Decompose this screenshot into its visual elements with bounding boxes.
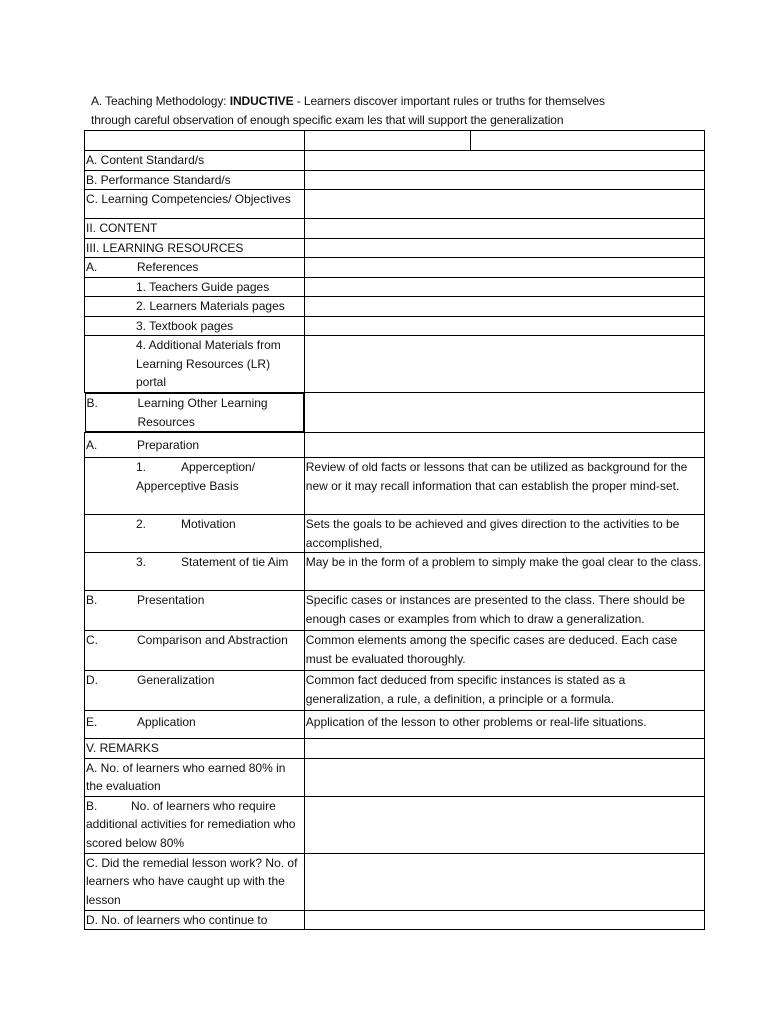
- application-label: [85, 711, 305, 739]
- table-row: [85, 739, 705, 759]
- preparation-letter: A.: [86, 438, 98, 452]
- motivation-desc: Sets the goals to be achieved and gives direction to the activities to be accomplished,: [304, 515, 704, 553]
- table-row: [85, 297, 705, 317]
- references-value: [304, 258, 704, 278]
- table-row: [85, 258, 705, 278]
- apperception-label: [85, 458, 305, 515]
- table-row: [85, 170, 705, 190]
- continue-label: D. No. of learners who continue to: [85, 910, 305, 930]
- table-row: [85, 515, 705, 553]
- application-text: Application: [137, 715, 196, 729]
- comparison-text: Comparison and Abstraction: [137, 633, 288, 647]
- table-row: [85, 238, 705, 258]
- motivation-label: [85, 515, 305, 553]
- table-row: [85, 393, 705, 433]
- other-resources-label: [85, 393, 304, 432]
- table-row: [85, 758, 705, 796]
- table-row: [85, 458, 705, 515]
- other-resources-value: [304, 393, 704, 433]
- references-text: References: [137, 260, 199, 274]
- header-line1-rest: - Learners discover important rules or truths for themselves: [293, 94, 605, 108]
- table-row: [85, 277, 705, 297]
- table-row: [85, 711, 705, 739]
- presentation-letter: B.: [86, 593, 98, 607]
- remediation-label: [85, 796, 305, 853]
- generalization-desc: Common fact deduced from specific instances is stated as a generalization, a rule, a definition, a principle or a formula.: [304, 671, 704, 711]
- comparison-desc: Common elements among the specific cases are deduced. Each case must be evaluated thoroughly.: [304, 631, 704, 671]
- table-row: [85, 671, 705, 711]
- aim-num: 3.: [136, 555, 147, 569]
- competencies-value: [304, 190, 704, 219]
- content-standard-label: A. Content Standard/s: [85, 151, 305, 171]
- motivation-num: 2.: [136, 517, 147, 531]
- application-desc: Application of the lesson to other problems or real-life situations.: [304, 711, 704, 739]
- continue-value: [304, 910, 704, 930]
- tg-pages-value: [304, 277, 704, 297]
- textbook-pages-label: 3. Textbook pages: [85, 316, 305, 336]
- lm-pages-label: 2. Learners Materials pages: [85, 297, 305, 317]
- competencies-label: C. Learning Competencies/ Objectives: [85, 190, 305, 219]
- preparation-text: Preparation: [137, 438, 200, 452]
- presentation-desc: Specific cases or instances are presented to the class. There should be enough cases or examples from which to draw a generalization.: [304, 591, 704, 631]
- comparison-letter: C.: [86, 633, 98, 647]
- performance-standard-label: B. Performance Standard/s: [85, 170, 305, 190]
- table-row: [85, 910, 705, 930]
- presentation-text: Presentation: [137, 593, 205, 607]
- application-letter: E.: [86, 715, 98, 729]
- additional-materials-value: [304, 336, 704, 393]
- preparation-value: [304, 433, 704, 458]
- apperception-num: 1.: [136, 460, 147, 474]
- lm-pages-value: [304, 297, 704, 317]
- cell-empty: [85, 131, 305, 151]
- table-row: [85, 131, 705, 151]
- content-label: II. CONTENT: [85, 219, 305, 239]
- aim-label: [85, 553, 305, 591]
- remedial-work-value: [304, 853, 704, 910]
- generalization-text: Generalization: [137, 673, 215, 687]
- remediation-letter: B.: [86, 798, 98, 813]
- references-letter: A.: [86, 260, 98, 274]
- learners-80-value: [304, 758, 704, 796]
- comparison-label: [85, 631, 305, 671]
- presentation-label: [85, 591, 305, 631]
- cell-empty: [304, 131, 470, 151]
- tg-pages-label: 1. Teachers Guide pages: [85, 277, 305, 297]
- motivation-text: Motivation: [181, 517, 236, 531]
- generalization-label: [85, 671, 305, 711]
- remediation-text: No. of learners who require additional activities for remediation who scored below 80%: [86, 798, 296, 850]
- apperception-text: Apperception/ Apperceptive Basis: [136, 460, 256, 493]
- methodology-header: [91, 92, 711, 130]
- learners-80-label: A. No. of learners who earned 80% in the evaluation: [85, 758, 305, 796]
- table-row: [85, 796, 705, 853]
- remedial-work-label: C. Did the remedial lesson work? No. of learners who have caught up with the lesson: [85, 853, 305, 910]
- table-row: [85, 151, 705, 171]
- learning-resources-value: [304, 238, 704, 258]
- table-row: [85, 336, 705, 393]
- header-line2: through careful observation of enough specific exam les that will support the generalization: [91, 113, 564, 127]
- textbook-pages-value: [304, 316, 704, 336]
- header-prefix: A. Teaching Methodology:: [91, 94, 230, 108]
- other-resources-letter: B.: [86, 396, 98, 410]
- preparation-label: [85, 433, 305, 458]
- header-method: INDUCTIVE: [229, 94, 294, 108]
- table-row: [85, 316, 705, 336]
- apperception-desc: Review of old facts or lessons that can be utilized as background for the new or it may recall information that can establish the proper mind-set.: [304, 458, 704, 515]
- content-value: [304, 219, 704, 239]
- additional-materials-label: 4. Additional Materials from Learning Resources (LR) portal: [85, 336, 305, 393]
- performance-standard-value: [304, 170, 704, 190]
- generalization-letter: D.: [86, 673, 98, 687]
- remediation-value: [304, 796, 704, 853]
- cell-empty: [471, 131, 705, 151]
- aim-desc: May be in the form of a problem to simply make the goal clear to the class.: [304, 553, 704, 591]
- table-row: [85, 591, 705, 631]
- remarks-value: [304, 739, 704, 759]
- learning-resources-label: III. LEARNING RESOURCES: [85, 238, 305, 258]
- references-label: [85, 258, 305, 278]
- remarks-label: V. REMARKS: [85, 739, 305, 759]
- table-row: [85, 631, 705, 671]
- table-row: [85, 219, 705, 239]
- other-resources-text: Learning Other Learning Resources: [137, 396, 268, 429]
- table-row: [85, 853, 705, 910]
- lesson-plan-table: [84, 130, 705, 930]
- content-standard-value: [304, 151, 704, 171]
- table-row: [85, 553, 705, 591]
- table-row: [85, 433, 705, 458]
- aim-text: Statement of tie Aim: [181, 555, 289, 569]
- table-row: [85, 190, 705, 219]
